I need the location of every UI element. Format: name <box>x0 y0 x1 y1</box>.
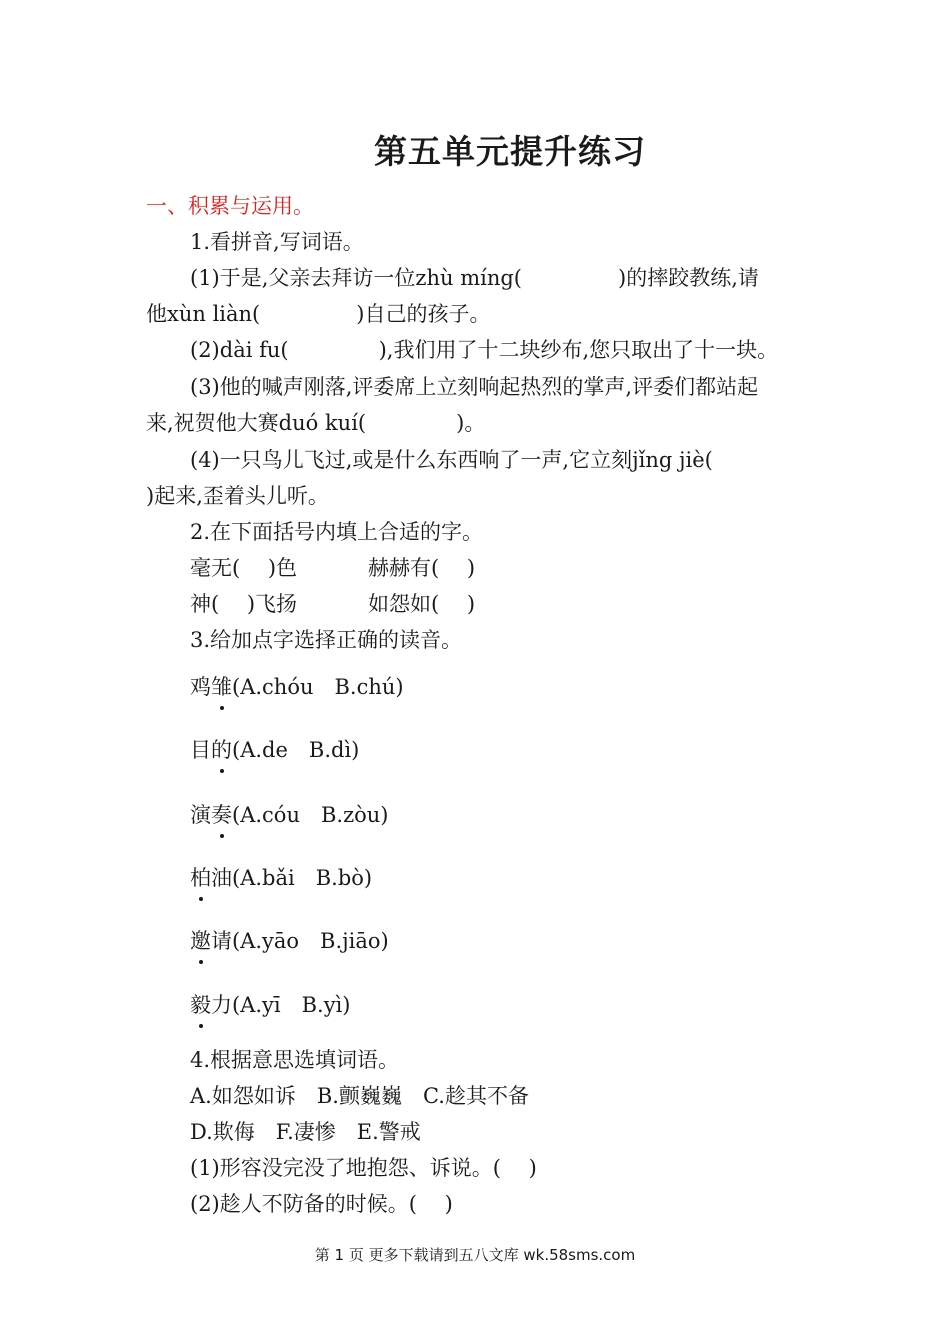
q3-item-options: (A.bǎi B.bò) <box>232 866 373 890</box>
q3-item <box>190 735 359 765</box>
q3-item-options: (A.cóu B.zòu) <box>232 803 389 827</box>
q1-item-1 <box>190 263 759 293</box>
q2-fill-4: 如怨如( ) <box>368 592 476 616</box>
q3-item <box>190 800 389 830</box>
q1-item-1-text-c: 他xùn liàn( <box>146 302 261 326</box>
q3-item <box>190 990 351 1020</box>
q3-item-suffix: 请 <box>211 929 232 953</box>
q3-item <box>190 863 372 893</box>
q3-item <box>190 672 404 702</box>
q1-item-4-cont: )起来,歪着头儿听。 <box>146 484 329 508</box>
q4-sentence-1: (1)形容没完没了地抱怨、诉说。( ) <box>190 1156 537 1180</box>
q3-item-options: (A.chóu B.chú) <box>232 675 404 699</box>
q3-item-suffix: 力 <box>211 993 232 1017</box>
q1-heading: 1.看拼音,写词语。 <box>190 230 364 254</box>
q1-item-1-text-d: )自己的孩子。 <box>356 302 491 326</box>
dotted-character: 奏 <box>211 800 232 830</box>
dotted-character: 雏 <box>211 672 232 702</box>
q3-item-prefix: 演 <box>190 803 211 827</box>
q3-item-options: (A.yī B.yì) <box>232 993 351 1017</box>
q3-item-options: (A.de B.dì) <box>232 738 360 762</box>
q3-item <box>190 926 389 956</box>
q1-item-2 <box>190 335 778 365</box>
q3-item-options: (A.yāo B.jiāo) <box>232 929 389 953</box>
dotted-character: 毅 <box>190 990 211 1020</box>
q1-item-2-text-a: (2)dài fu( <box>190 338 289 362</box>
q2-heading: 2.在下面括号内填上合适的字。 <box>190 520 484 544</box>
dotted-character: 柏 <box>190 863 211 893</box>
q3-item-prefix: 鸡 <box>190 675 211 699</box>
q2-fill-2: 赫赫有( ) <box>368 556 476 580</box>
q3-item-prefix: 目 <box>190 738 211 762</box>
q1-item-3-text-c: )。 <box>456 411 486 435</box>
q1-item-3: (3)他的喊声刚落,评委席上立刻响起热烈的掌声,评委们都站起 <box>190 375 759 399</box>
q2-fill-3: 神( )飞扬 <box>190 592 298 616</box>
dotted-character: 的 <box>211 735 232 765</box>
q1-item-3-cont <box>146 408 485 438</box>
q1-item-3-text-b: 来,祝贺他大赛duó kuí( <box>146 411 367 435</box>
q1-item-1-text-a: (1)于是,父亲去拜访一位zhù míng( <box>190 266 523 290</box>
q4-options-row-1: A.如怨如诉 B.颤巍巍 C.趁其不备 <box>190 1084 529 1108</box>
section-heading: 一、积累与运用。 <box>146 194 314 218</box>
q1-item-4: (4)一只鸟儿飞过,或是什么东西响了一声,它立刻jǐng jiè( <box>190 448 713 472</box>
page-footer: 第 1 页 更多下载请到五八文库 wk.58sms.com <box>314 1246 636 1264</box>
q3-heading: 3.给加点字选择正确的读音。 <box>190 628 463 652</box>
q3-item-suffix: 油 <box>211 866 232 890</box>
q4-heading: 4.根据意思选填词语。 <box>190 1048 400 1072</box>
q2-fill-1: 毫无( )色 <box>190 556 298 580</box>
q4-sentence-2: (2)趁人不防备的时候。( ) <box>190 1192 453 1216</box>
page-title: 第五单元提升练习 <box>374 132 646 171</box>
q1-item-1-cont <box>146 299 490 329</box>
q4-options-row-2: D.欺侮 F.凄惨 E.警戒 <box>190 1120 421 1144</box>
q1-item-2-text-b: ),我们用了十二块纱布,您只取出了十一块。 <box>378 338 779 362</box>
dotted-character: 邀 <box>190 926 211 956</box>
q1-item-1-text-b: )的摔跤教练,请 <box>618 266 759 290</box>
